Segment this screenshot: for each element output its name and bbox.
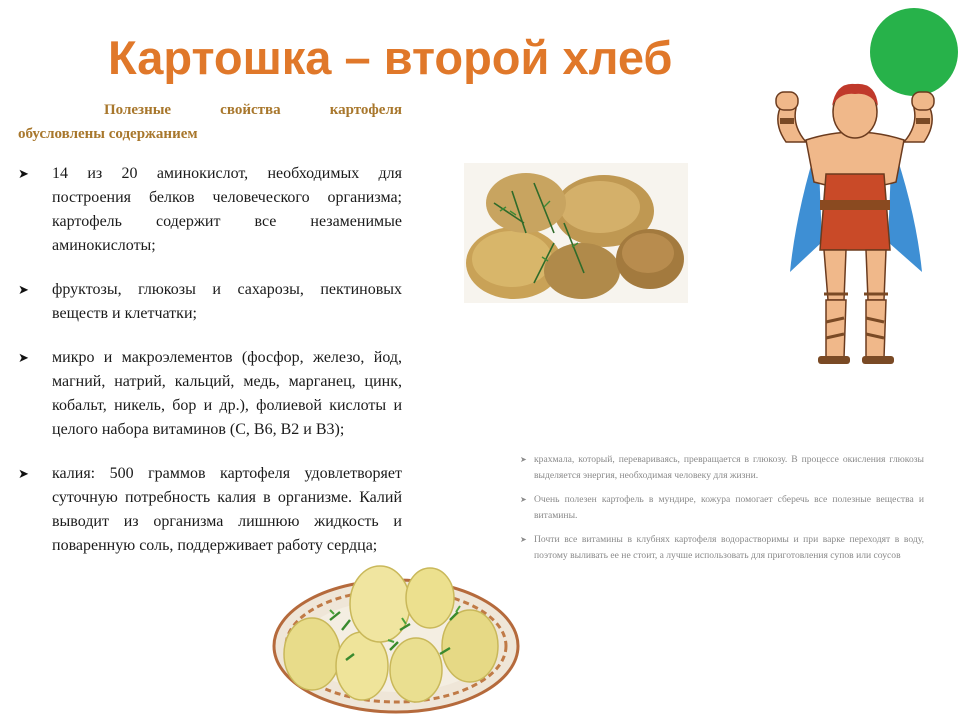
arrowhead-bullet-icon: ➤ bbox=[520, 455, 527, 464]
list-item bbox=[18, 462, 402, 558]
list-item-text: микро и макроэлементов (фосфор, железо, йод, магний, натрий, кальций, медь, марганец, цинк, кобальт, никель, бор и др.), фолиевой кислоты и целого набора витаминов (С, В6, В2 и В3); bbox=[52, 349, 402, 438]
note-item bbox=[520, 452, 924, 484]
hercules-cartoon-icon bbox=[766, 82, 944, 372]
list-item-text: 14 из 20 аминокислот, необходимых для построения белков человеческого организма; картофель содержит все незаменимые аминокислоты; bbox=[52, 165, 402, 254]
note-text: крахмала, который, перевариваясь, превращается в глюкозу. В процессе окисления глюкозы выделяется энергия, необходимая человеку для жизни. bbox=[534, 454, 924, 481]
boiled-potatoes-plate-photo bbox=[270, 550, 522, 716]
note-item bbox=[520, 532, 924, 564]
notes-list bbox=[520, 452, 924, 572]
baked-potatoes-photo bbox=[464, 163, 688, 303]
note-text: Почти все витамины в клубнях картофеля водорастворимы и при варке переходят в воду, поэтому выливать ее не стоит, а лучше использовать для приготовления супов или соусов bbox=[534, 534, 924, 561]
page-title: Картошка – второй хлеб bbox=[108, 31, 673, 84]
arrowhead-bullet-icon: ➤ bbox=[520, 495, 527, 504]
benefits-list bbox=[18, 162, 402, 578]
note-text: Очень полезен картофель в мундире, кожура помогает сберечь все полезные вещества и витамины. bbox=[534, 494, 924, 521]
note-item bbox=[520, 492, 924, 524]
arrowhead-bullet-icon: ➤ bbox=[18, 466, 29, 481]
list-item bbox=[18, 162, 402, 258]
arrowhead-bullet-icon: ➤ bbox=[18, 350, 29, 365]
arrowhead-bullet-icon: ➤ bbox=[520, 535, 527, 544]
list-item-text: фруктозы, глюкозы и сахарозы, пектиновых веществ и клетчатки; bbox=[52, 281, 402, 322]
intro-paragraph bbox=[18, 98, 402, 146]
intro-text: Полезные свойства картофеля обусловлены содержанием bbox=[18, 102, 402, 142]
arrowhead-bullet-icon: ➤ bbox=[18, 282, 29, 297]
arrowhead-bullet-icon: ➤ bbox=[18, 166, 29, 181]
list-item-text: калия: 500 граммов картофеля удовлетворяет суточную потребность калия в организме. Калий выводит из организма лишнюю жидкость и поваренную соль, поддерживает работу сердца; bbox=[52, 465, 402, 554]
list-item bbox=[18, 346, 402, 442]
list-item bbox=[18, 278, 402, 326]
